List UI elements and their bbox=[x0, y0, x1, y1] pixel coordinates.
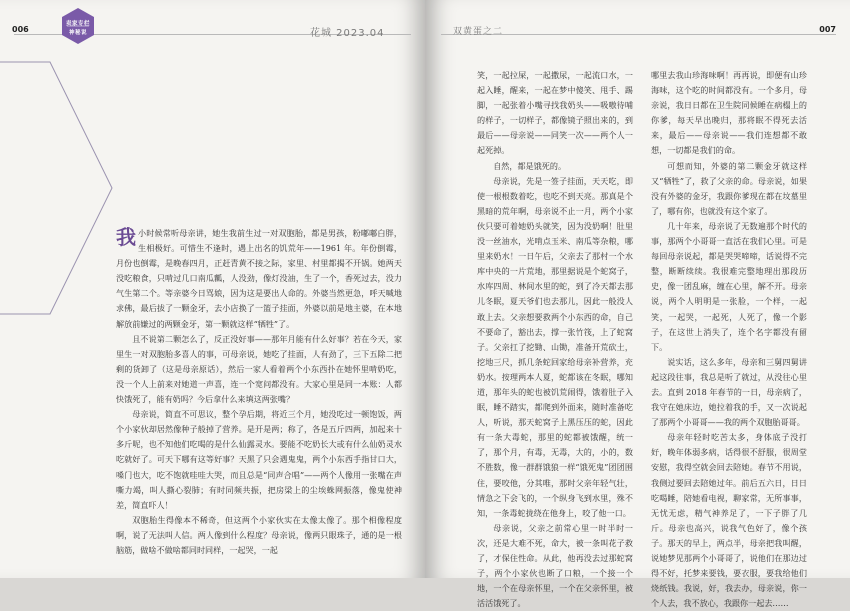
right-page bbox=[425, 0, 850, 609]
badge-line-2: 神秘说 bbox=[68, 30, 87, 36]
paragraph-4: 双胞胎生得像本不稀奇，但这两个小家伙实在太像太像了。那个相像程度啊，说了无法叫人信。两人像到什么程度？母亲说，像两只眼珠子，通的是一根脑筋，做啥不做啥都同时同样，一起哭，一起 bbox=[116, 514, 402, 555]
column-badge bbox=[58, 6, 98, 46]
paragraph: 母亲说，先是一签子挂面，天天吃，即使一根根数着吃，也吃不到天亮。那真是个黑暗的荒年啊，母亲说不止一月，两个小家伙只要可着她奶头就笑，因为没奶啊！肚里没一丝油水，光啃点玉米、南瓜等杂粮，哪里来奶水！一日午后，父亲去了那村一个水库中央的一片荒地，那里据说是个蛇窝子，水库四周、林间水里的蛇，到了冷天都去那儿冬眠，夏天爷们也去那儿，因此一般没人敢上去。父亲想要救两个小东西的命，自己不要命了，豁出去，撑一张竹筏，上了蛇窝子。父亲扛了挖锄、山锄，准备开荒砍土，挖地三尺，抓几条蛇回家给母亲补营养，充奶水。按理两本人夏，蛇都该在冬眠，哪知道，那年头的蛇也被饥荒闹得，饿着肚子入眠，睡不踏实，都爬到外面来，随时准备吃人，听说，那天蛇窝子上黑压压的蛇，因此有一条大毒蛇，那里的蛇都被饿醒，统一了，那个月，有毒，无毒，大的，小的，数不胜数，像一群群饿狼一样“饿死鬼”团团围住，要咬他，分其唯，那时父亲年轻气壮，情急之下会飞的，一个纵身飞到水里，殊不知，一条毒蛇拢绕在他身上，咬了他一口。 bbox=[477, 175, 633, 518]
paragraph: 可想而知，外婆的第二颗金牙就这样又“牺牲”了，救了父亲的命。母亲说，如果没有外婆的金牙，我跟你爹现在都在坟墓里了，哪有你，也就没有这个家了。 bbox=[651, 160, 807, 216]
dropcap: 我 bbox=[116, 225, 136, 249]
paragraph: 说实话，这么多年，母亲和三舅四舅讲起这段往事，我总是听了就过，从没往心里去。直到 2018 年春节的一日，母亲病了，我守在她床边，她拉着我的手，又一次说起了那两个小哥哥——我的两个双胞胎哥哥。 bbox=[651, 356, 807, 428]
paragraph-3: 母亲说，简直不可思议，整个孕后期，将近三个月，她没吃过一顿饱饭，两个小家伙却居然像种子般掉了营养。是开是两；称了，各是五斤四两，加起来十多斤呢，也不知他们吃喝的是什么仙露灵水。要能不吃奶长大或有什么仙奶灵水吃就好了。可天下哪有这等好事？天黑了只会遇鬼鬼，两个小东西手指甘口大，嗓门也大，吃不饱就哇哇大哭，而且总是“同声合唱”——两个人像用一张嘴在声嘶力竭，叫人撕心裂肺；有时同频共振，把房梁上的尘埃蛛网振落，像鬼使神差，简直吓人！ bbox=[116, 409, 402, 510]
paragraph-2: 且不说第二颗怎么了，反正没好事——那年月能有什么好事？若在今天，家里生一对双胞胎多喜人的事，可母亲说，她吃了挂面，人有劲了，三下五除二把剩的货卸了（这是母亲原话），然后一家人看着两个小东西扑在她怀里啃奶吃，没一个人上前来对她道一声喜，连一个宽问都没有。大家心里是同一本账：人都快饿死了，能有奶吗？今后拿什么来填这两张嘴？ bbox=[116, 333, 402, 405]
left-page bbox=[0, 0, 425, 578]
hexagon-decoration bbox=[0, 62, 120, 318]
paragraph: 自然，都是饿死的。 bbox=[493, 160, 567, 171]
paragraph: 母亲说，父亲之前常心里一时半时一次，还是大难不死，命大，被一条叫花子救了，才保住性命。从此，他再没去过那蛇窝子，两个小家伙也断了口粮，一个接一个地，一个在母亲怀里，一个在父亲怀里，被活活饿死了。 bbox=[477, 522, 633, 609]
paragraph: 哪里去我山珍海味啊！再再说，即便有山珍海味，这个吃的时间都没有。一个多月，母亲说，我日日都在卫生院同候睡在病榻上的你爹，每天早出晚归，那将眠不得死去活来，最后——母亲说——我们连想都不敢想，一切都是我们的命。 bbox=[651, 70, 807, 156]
badge-line-1: 卖家专栏 bbox=[65, 21, 90, 27]
paragraph: 几十年来，母亲说了无数遍那个时代的事，那两个小哥哥一直活在我们心里。可是每回母亲说起，都是哭哭啼啼，话说得不完整，断断续续。我很难完整地理出那段历史，像一团乱麻，缠在心里，解不开。母亲说，两个人明明是一张脸，一个样，一起笑，一起哭，一起死，人死了，像一个影子，在这世上消失了，连个名字都没有留下。 bbox=[651, 220, 807, 352]
paragraph-1 bbox=[116, 226, 402, 332]
left-body-text bbox=[116, 226, 402, 558]
running-head: 双黄蛋之二 bbox=[453, 27, 504, 37]
page-number: 007 bbox=[819, 25, 836, 34]
right-column-2 bbox=[651, 68, 807, 611]
page-number: 006 bbox=[12, 25, 29, 34]
right-column-1 bbox=[477, 68, 633, 611]
paragraph-1-text: 小时候常听母亲讲，她生我前生过一对双胞胎，都是男孩，粉嘟嘟白胖，生相极好。可惜生不逢时，遇上出名的饥荒年——1961 年。年份倒霉，月份也倒霉，是晚春四月，正赶青黄不接之际，家里、村里都揭不开锅。她两天没吃粮食，只啃过几口南瓜瓤，人没劲，像灯没油，生了一个，香死过去，没力气生第二个。等亲婆今日骂娘，因为这是要出人命的。外婆当然更急，呼天喊地求佛，最后拔了一颗金牙，去小店换了一篮子挂面，外婆以前是地主婆，在本地解放前嫌过的两颗金牙，第一颗就这样“牺牲”了。 bbox=[116, 228, 402, 329]
paragraph: 母亲年轻时吃苦太多，身体底子没打好，晚年体弱多病，话得很不舒服，很周堂安慰，我得空就会回去陪她。春节不用说，我侧过要回去陪她过年。前后五六日，日日吃喝睡，陪她看电视，聊家常，无所事事，无忧无虑，精气神养足了，一下子胖了几斤。母亲也高兴，说我气色好了，像个孩子。那天的早上，两点半，母亲把我叫醒，说她梦见那两个小哥哥了，说他们在那边过得不好，托梦来要钱，要衣服，要我给他们烧纸钱。我说，好，我去办，母亲说，你一个人去，我不放心，我跟你一起去…… bbox=[651, 432, 807, 609]
running-head: 花城 2023.04 bbox=[310, 28, 385, 39]
paragraph: 笑，一起拉屎，一起撒尿，一起流口水，一起入睡，醒来，一起在梦中傻笑、甩手、踢脚，一起张着小嘴寻找我奶头——吸嗷待哺的样子，一切样子，都像镜子照出来的，到最后——母亲说——同笑一次——两个人一起死掉。 bbox=[477, 70, 633, 156]
